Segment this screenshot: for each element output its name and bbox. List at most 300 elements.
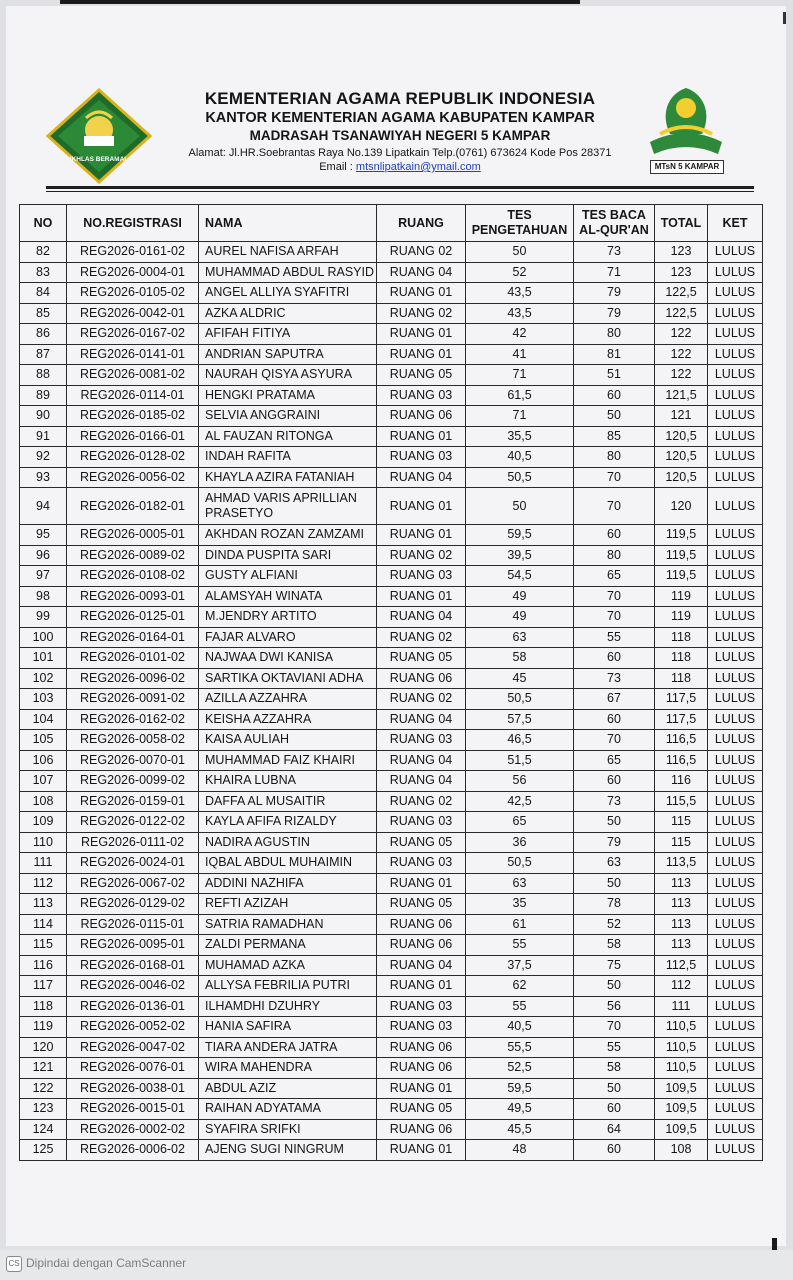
cell-name: MUHAMMAD FAIZ KHAIRI bbox=[199, 750, 377, 771]
cell-registration: REG2026-0070-01 bbox=[67, 750, 199, 771]
cell-room: RUANG 05 bbox=[377, 1099, 466, 1120]
cell-total: 117,5 bbox=[655, 709, 708, 730]
cell-total: 116,5 bbox=[655, 750, 708, 771]
cell-status: LULUS bbox=[708, 955, 763, 976]
cell-registration: REG2026-0162-02 bbox=[67, 709, 199, 730]
cell-room: RUANG 04 bbox=[377, 955, 466, 976]
cell-knowledge-score: 40,5 bbox=[466, 1017, 574, 1038]
cell-quran-score: 50 bbox=[574, 873, 655, 894]
cell-quran-score: 78 bbox=[574, 894, 655, 915]
cell-knowledge-score: 63 bbox=[466, 627, 574, 648]
cell-room: RUANG 06 bbox=[377, 668, 466, 689]
col-header-no: NO bbox=[20, 205, 67, 242]
cell-no: 115 bbox=[20, 935, 67, 956]
cell-registration: REG2026-0004-01 bbox=[67, 262, 199, 283]
cell-no: 82 bbox=[20, 242, 67, 263]
cell-registration: REG2026-0166-01 bbox=[67, 426, 199, 447]
logo-right-caption: MTsN 5 KAMPAR bbox=[650, 160, 724, 174]
col-header-name: NAMA bbox=[199, 205, 377, 242]
cell-knowledge-score: 58 bbox=[466, 648, 574, 669]
cell-registration: REG2026-0015-01 bbox=[67, 1099, 199, 1120]
cell-quran-score: 70 bbox=[574, 488, 655, 525]
cell-knowledge-score: 35,5 bbox=[466, 426, 574, 447]
cell-room: RUANG 04 bbox=[377, 750, 466, 771]
table-row bbox=[20, 996, 763, 1017]
cell-quran-score: 50 bbox=[574, 812, 655, 833]
cell-quran-score: 85 bbox=[574, 426, 655, 447]
cell-quran-score: 64 bbox=[574, 1119, 655, 1140]
cell-total: 122,5 bbox=[655, 283, 708, 304]
cell-registration: REG2026-0047-02 bbox=[67, 1037, 199, 1058]
cell-status: LULUS bbox=[708, 262, 763, 283]
cell-name: SARTIKA OKTAVIANI ADHA bbox=[199, 668, 377, 689]
cell-knowledge-score: 52,5 bbox=[466, 1058, 574, 1079]
cell-status: LULUS bbox=[708, 627, 763, 648]
cell-name: NADIRA AGUSTIN bbox=[199, 832, 377, 853]
cell-knowledge-score: 61,5 bbox=[466, 385, 574, 406]
cell-quran-score: 79 bbox=[574, 283, 655, 304]
cell-room: RUANG 02 bbox=[377, 689, 466, 710]
table-row bbox=[20, 344, 763, 365]
cell-status: LULUS bbox=[708, 976, 763, 997]
cell-quran-score: 80 bbox=[574, 447, 655, 468]
cell-registration: REG2026-0002-02 bbox=[67, 1119, 199, 1140]
cell-quran-score: 73 bbox=[574, 668, 655, 689]
cell-knowledge-score: 42 bbox=[466, 324, 574, 345]
table-row bbox=[20, 303, 763, 324]
cell-total: 120,5 bbox=[655, 447, 708, 468]
table-row bbox=[20, 750, 763, 771]
cell-no: 111 bbox=[20, 853, 67, 874]
cell-room: RUANG 06 bbox=[377, 406, 466, 427]
cell-registration: REG2026-0141-01 bbox=[67, 344, 199, 365]
cell-knowledge-score: 52 bbox=[466, 262, 574, 283]
table-row bbox=[20, 545, 763, 566]
cell-quran-score: 80 bbox=[574, 545, 655, 566]
cell-room: RUANG 05 bbox=[377, 832, 466, 853]
cell-no: 103 bbox=[20, 689, 67, 710]
cell-registration: REG2026-0089-02 bbox=[67, 545, 199, 566]
cell-no: 87 bbox=[20, 344, 67, 365]
cell-total: 110,5 bbox=[655, 1017, 708, 1038]
cell-name: SYAFIRA SRIFKI bbox=[199, 1119, 377, 1140]
cell-registration: REG2026-0058-02 bbox=[67, 730, 199, 751]
cell-no: 117 bbox=[20, 976, 67, 997]
cell-registration: REG2026-0129-02 bbox=[67, 894, 199, 915]
cell-quran-score: 73 bbox=[574, 791, 655, 812]
cell-total: 122 bbox=[655, 324, 708, 345]
cell-quran-score: 60 bbox=[574, 771, 655, 792]
cell-knowledge-score: 71 bbox=[466, 406, 574, 427]
cell-no: 100 bbox=[20, 627, 67, 648]
cell-knowledge-score: 50,5 bbox=[466, 689, 574, 710]
cell-total: 122,5 bbox=[655, 303, 708, 324]
col-header-room: RUANG bbox=[377, 205, 466, 242]
cell-room: RUANG 01 bbox=[377, 283, 466, 304]
cell-status: LULUS bbox=[708, 709, 763, 730]
cell-status: LULUS bbox=[708, 894, 763, 915]
cell-total: 120,5 bbox=[655, 467, 708, 488]
cell-total: 121,5 bbox=[655, 385, 708, 406]
table-row bbox=[20, 689, 763, 710]
col-header-knowledge-test: TES PENGETAHUAN bbox=[466, 205, 574, 242]
cell-total: 122 bbox=[655, 365, 708, 386]
cell-name: ADDINI NAZHIFA bbox=[199, 873, 377, 894]
cell-registration: REG2026-0125-01 bbox=[67, 607, 199, 628]
table-row bbox=[20, 447, 763, 468]
table-row bbox=[20, 832, 763, 853]
cell-registration: REG2026-0099-02 bbox=[67, 771, 199, 792]
cell-no: 88 bbox=[20, 365, 67, 386]
cell-no: 94 bbox=[20, 488, 67, 525]
logo-left-caption: IKHLAS BERAMAL bbox=[69, 156, 129, 163]
cell-knowledge-score: 62 bbox=[466, 976, 574, 997]
cell-quran-score: 50 bbox=[574, 1078, 655, 1099]
cell-no: 122 bbox=[20, 1078, 67, 1099]
cell-quran-score: 51 bbox=[574, 365, 655, 386]
cell-knowledge-score: 55,5 bbox=[466, 1037, 574, 1058]
kemenag-emblem-icon bbox=[46, 88, 152, 184]
table-row bbox=[20, 242, 763, 263]
cell-status: LULUS bbox=[708, 406, 763, 427]
cell-status: LULUS bbox=[708, 832, 763, 853]
cell-name: SATRIA RAMADHAN bbox=[199, 914, 377, 935]
cell-room: RUANG 01 bbox=[377, 586, 466, 607]
cell-registration: REG2026-0095-01 bbox=[67, 935, 199, 956]
email-label: Email : bbox=[319, 161, 356, 173]
cell-registration: REG2026-0046-02 bbox=[67, 976, 199, 997]
cell-status: LULUS bbox=[708, 467, 763, 488]
cell-status: LULUS bbox=[708, 1058, 763, 1079]
cell-room: RUANG 01 bbox=[377, 488, 466, 525]
scan-edge-bar bbox=[60, 0, 580, 4]
cell-quran-score: 65 bbox=[574, 750, 655, 771]
cell-registration: REG2026-0052-02 bbox=[67, 1017, 199, 1038]
email-line bbox=[160, 160, 640, 174]
cell-status: LULUS bbox=[708, 488, 763, 525]
col-header-quran-test: TES BACA AL-QUR'AN bbox=[574, 205, 655, 242]
table-row bbox=[20, 955, 763, 976]
cell-no: 114 bbox=[20, 914, 67, 935]
cell-name: AJENG SUGI NINGRUM bbox=[199, 1140, 377, 1161]
cell-knowledge-score: 36 bbox=[466, 832, 574, 853]
cell-room: RUANG 03 bbox=[377, 1017, 466, 1038]
cell-room: RUANG 05 bbox=[377, 894, 466, 915]
cell-no: 86 bbox=[20, 324, 67, 345]
cell-no: 113 bbox=[20, 894, 67, 915]
cell-room: RUANG 02 bbox=[377, 627, 466, 648]
cell-name: SELVIA ANGGRAINI bbox=[199, 406, 377, 427]
cell-status: LULUS bbox=[708, 426, 763, 447]
table-row bbox=[20, 1099, 763, 1120]
table-row bbox=[20, 812, 763, 833]
cell-status: LULUS bbox=[708, 283, 763, 304]
cell-total: 112,5 bbox=[655, 955, 708, 976]
cell-quran-score: 60 bbox=[574, 525, 655, 546]
cell-no: 118 bbox=[20, 996, 67, 1017]
cell-registration: REG2026-0038-01 bbox=[67, 1078, 199, 1099]
cell-no: 105 bbox=[20, 730, 67, 751]
cell-no: 98 bbox=[20, 586, 67, 607]
cell-registration: REG2026-0122-02 bbox=[67, 812, 199, 833]
cell-status: LULUS bbox=[708, 689, 763, 710]
cell-registration: REG2026-0096-02 bbox=[67, 668, 199, 689]
cell-total: 116,5 bbox=[655, 730, 708, 751]
cell-no: 120 bbox=[20, 1037, 67, 1058]
cell-status: LULUS bbox=[708, 242, 763, 263]
header-rule-thin bbox=[46, 191, 754, 192]
cell-registration: REG2026-0093-01 bbox=[67, 586, 199, 607]
cell-status: LULUS bbox=[708, 935, 763, 956]
camscanner-watermark: Dipindai dengan CamScanner bbox=[26, 1256, 187, 1270]
cell-name: NAURAH QISYA ASYURA bbox=[199, 365, 377, 386]
cell-name: GUSTY ALFIANI bbox=[199, 566, 377, 587]
cell-registration: REG2026-0005-01 bbox=[67, 525, 199, 546]
cell-name: MUHAMMAD ABDUL RASYID bbox=[199, 262, 377, 283]
cell-name: AFIFAH FITIYA bbox=[199, 324, 377, 345]
cell-quran-score: 55 bbox=[574, 627, 655, 648]
cell-total: 113 bbox=[655, 873, 708, 894]
cell-name: ABDUL AZIZ bbox=[199, 1078, 377, 1099]
cell-status: LULUS bbox=[708, 996, 763, 1017]
cell-status: LULUS bbox=[708, 1037, 763, 1058]
cell-registration: REG2026-0042-01 bbox=[67, 303, 199, 324]
cell-name: ALLYSA FEBRILIA PUTRI bbox=[199, 976, 377, 997]
cell-no: 125 bbox=[20, 1140, 67, 1161]
cell-registration: REG2026-0056-02 bbox=[67, 467, 199, 488]
cell-knowledge-score: 55 bbox=[466, 935, 574, 956]
cell-status: LULUS bbox=[708, 1078, 763, 1099]
cell-name: KAYLA AFIFA RIZALDY bbox=[199, 812, 377, 833]
table-row bbox=[20, 914, 763, 935]
cell-total: 118 bbox=[655, 627, 708, 648]
cell-status: LULUS bbox=[708, 873, 763, 894]
cell-quran-score: 58 bbox=[574, 1058, 655, 1079]
cell-knowledge-score: 35 bbox=[466, 894, 574, 915]
cell-name: WIRA MAHENDRA bbox=[199, 1058, 377, 1079]
cell-total: 111 bbox=[655, 996, 708, 1017]
cell-total: 108 bbox=[655, 1140, 708, 1161]
table-row bbox=[20, 262, 763, 283]
table-row bbox=[20, 853, 763, 874]
cell-room: RUANG 06 bbox=[377, 935, 466, 956]
cell-quran-score: 60 bbox=[574, 709, 655, 730]
cell-name: NAJWAA DWI KANISA bbox=[199, 648, 377, 669]
cell-no: 107 bbox=[20, 771, 67, 792]
cell-name: AZILLA AZZAHRA bbox=[199, 689, 377, 710]
cell-name: ZALDI PERMANA bbox=[199, 935, 377, 956]
cell-registration: REG2026-0182-01 bbox=[67, 488, 199, 525]
cell-total: 123 bbox=[655, 262, 708, 283]
cell-status: LULUS bbox=[708, 586, 763, 607]
cell-room: RUANG 02 bbox=[377, 545, 466, 566]
table-row bbox=[20, 1140, 763, 1161]
table-row bbox=[20, 324, 763, 345]
cell-room: RUANG 03 bbox=[377, 730, 466, 751]
cell-name: M.JENDRY ARTITO bbox=[199, 607, 377, 628]
cell-status: LULUS bbox=[708, 750, 763, 771]
cell-knowledge-score: 61 bbox=[466, 914, 574, 935]
cell-status: LULUS bbox=[708, 566, 763, 587]
cell-name: HANIA SAFIRA bbox=[199, 1017, 377, 1038]
scan-corner-mark bbox=[783, 12, 786, 24]
cell-status: LULUS bbox=[708, 447, 763, 468]
cell-name: KEISHA AZZAHRA bbox=[199, 709, 377, 730]
cell-total: 121 bbox=[655, 406, 708, 427]
cell-total: 118 bbox=[655, 668, 708, 689]
table-row bbox=[20, 488, 763, 525]
cell-no: 93 bbox=[20, 467, 67, 488]
cell-room: RUANG 01 bbox=[377, 976, 466, 997]
cell-no: 110 bbox=[20, 832, 67, 853]
cell-name: AHMAD VARIS APRILLIAN PRASETYO bbox=[199, 488, 377, 525]
table-row bbox=[20, 1119, 763, 1140]
cell-status: LULUS bbox=[708, 385, 763, 406]
cell-no: 112 bbox=[20, 873, 67, 894]
cell-name: ALAMSYAH WINATA bbox=[199, 586, 377, 607]
cell-status: LULUS bbox=[708, 303, 763, 324]
cell-quran-score: 56 bbox=[574, 996, 655, 1017]
cell-no: 106 bbox=[20, 750, 67, 771]
cell-no: 84 bbox=[20, 283, 67, 304]
cell-knowledge-score: 55 bbox=[466, 996, 574, 1017]
cell-knowledge-score: 45,5 bbox=[466, 1119, 574, 1140]
cell-knowledge-score: 49 bbox=[466, 607, 574, 628]
cell-knowledge-score: 48 bbox=[466, 1140, 574, 1161]
table-row bbox=[20, 771, 763, 792]
cell-knowledge-score: 46,5 bbox=[466, 730, 574, 751]
cell-room: RUANG 04 bbox=[377, 467, 466, 488]
cell-quran-score: 60 bbox=[574, 648, 655, 669]
cell-room: RUANG 05 bbox=[377, 365, 466, 386]
table-row bbox=[20, 365, 763, 386]
cell-status: LULUS bbox=[708, 344, 763, 365]
cell-room: RUANG 01 bbox=[377, 1078, 466, 1099]
cell-total: 112 bbox=[655, 976, 708, 997]
cell-quran-score: 58 bbox=[574, 935, 655, 956]
cell-quran-score: 80 bbox=[574, 324, 655, 345]
cell-total: 119 bbox=[655, 607, 708, 628]
cell-quran-score: 73 bbox=[574, 242, 655, 263]
cell-total: 113 bbox=[655, 914, 708, 935]
cell-no: 102 bbox=[20, 668, 67, 689]
cell-total: 113,5 bbox=[655, 853, 708, 874]
cell-quran-score: 70 bbox=[574, 730, 655, 751]
cell-knowledge-score: 43,5 bbox=[466, 283, 574, 304]
table-row bbox=[20, 385, 763, 406]
cell-quran-score: 55 bbox=[574, 1037, 655, 1058]
cell-registration: REG2026-0006-02 bbox=[67, 1140, 199, 1161]
col-header-total: TOTAL bbox=[655, 205, 708, 242]
cell-total: 109,5 bbox=[655, 1078, 708, 1099]
cell-registration: REG2026-0128-02 bbox=[67, 447, 199, 468]
table-row bbox=[20, 873, 763, 894]
cell-status: LULUS bbox=[708, 365, 763, 386]
cell-name: ANGEL ALLIYA SYAFITRI bbox=[199, 283, 377, 304]
table-row bbox=[20, 406, 763, 427]
cell-registration: REG2026-0168-01 bbox=[67, 955, 199, 976]
cell-quran-score: 75 bbox=[574, 955, 655, 976]
cell-knowledge-score: 49,5 bbox=[466, 1099, 574, 1120]
table-row bbox=[20, 1078, 763, 1099]
cell-room: RUANG 03 bbox=[377, 447, 466, 468]
cell-quran-score: 60 bbox=[574, 1140, 655, 1161]
cell-registration: REG2026-0167-02 bbox=[67, 324, 199, 345]
cell-name: REFTI AZIZAH bbox=[199, 894, 377, 915]
cell-status: LULUS bbox=[708, 668, 763, 689]
cell-no: 92 bbox=[20, 447, 67, 468]
school-address: Alamat: Jl.HR.Soebrantas Raya No.139 Lipatkain Telp.(0761) 673624 Kode Pos 28371 bbox=[188, 147, 612, 159]
cell-quran-score: 60 bbox=[574, 385, 655, 406]
col-header-status: KET bbox=[708, 205, 763, 242]
cell-knowledge-score: 50 bbox=[466, 242, 574, 263]
cell-status: LULUS bbox=[708, 1099, 763, 1120]
cell-knowledge-score: 54,5 bbox=[466, 566, 574, 587]
cell-room: RUANG 06 bbox=[377, 914, 466, 935]
table-row bbox=[20, 426, 763, 447]
cell-total: 110,5 bbox=[655, 1058, 708, 1079]
table-row bbox=[20, 525, 763, 546]
cell-total: 113 bbox=[655, 894, 708, 915]
cell-total: 123 bbox=[655, 242, 708, 263]
cell-status: LULUS bbox=[708, 545, 763, 566]
cell-no: 109 bbox=[20, 812, 67, 833]
cell-name: DAFFA AL MUSAITIR bbox=[199, 791, 377, 812]
cell-total: 115,5 bbox=[655, 791, 708, 812]
cell-knowledge-score: 65 bbox=[466, 812, 574, 833]
cell-room: RUANG 01 bbox=[377, 324, 466, 345]
cell-total: 120 bbox=[655, 488, 708, 525]
cell-room: RUANG 03 bbox=[377, 566, 466, 587]
cell-room: RUANG 01 bbox=[377, 525, 466, 546]
cell-knowledge-score: 59,5 bbox=[466, 525, 574, 546]
table-row bbox=[20, 668, 763, 689]
cell-registration: REG2026-0136-01 bbox=[67, 996, 199, 1017]
cell-knowledge-score: 56 bbox=[466, 771, 574, 792]
cell-knowledge-score: 57,5 bbox=[466, 709, 574, 730]
cell-knowledge-score: 45 bbox=[466, 668, 574, 689]
cell-quran-score: 50 bbox=[574, 406, 655, 427]
cell-total: 120,5 bbox=[655, 426, 708, 447]
table-header-row bbox=[20, 205, 763, 242]
cell-total: 119 bbox=[655, 586, 708, 607]
cell-room: RUANG 01 bbox=[377, 344, 466, 365]
cell-registration: REG2026-0159-01 bbox=[67, 791, 199, 812]
cell-knowledge-score: 50,5 bbox=[466, 467, 574, 488]
header-rule-thick bbox=[46, 186, 754, 189]
cell-room: RUANG 03 bbox=[377, 996, 466, 1017]
cell-name: KHAIRA LUBNA bbox=[199, 771, 377, 792]
cell-room: RUANG 04 bbox=[377, 771, 466, 792]
cell-no: 97 bbox=[20, 566, 67, 587]
cell-room: RUANG 06 bbox=[377, 1037, 466, 1058]
cell-name: INDAH RAFITA bbox=[199, 447, 377, 468]
cell-name: KAISA AULIAH bbox=[199, 730, 377, 751]
cell-no: 89 bbox=[20, 385, 67, 406]
cell-room: RUANG 02 bbox=[377, 242, 466, 263]
ministry-title: KEMENTERIAN AGAMA REPUBLIK INDONESIA bbox=[204, 89, 596, 108]
email-link[interactable]: mtsnlipatkain@ymail.com bbox=[355, 161, 481, 173]
cell-name: ILHAMDHI DZUHRY bbox=[199, 996, 377, 1017]
cell-knowledge-score: 51,5 bbox=[466, 750, 574, 771]
cell-registration: REG2026-0164-01 bbox=[67, 627, 199, 648]
cell-room: RUANG 04 bbox=[377, 709, 466, 730]
table-row bbox=[20, 935, 763, 956]
cell-knowledge-score: 50,5 bbox=[466, 853, 574, 874]
cell-room: RUANG 03 bbox=[377, 812, 466, 833]
cell-name: MUHAMAD AZKA bbox=[199, 955, 377, 976]
cell-knowledge-score: 43,5 bbox=[466, 303, 574, 324]
